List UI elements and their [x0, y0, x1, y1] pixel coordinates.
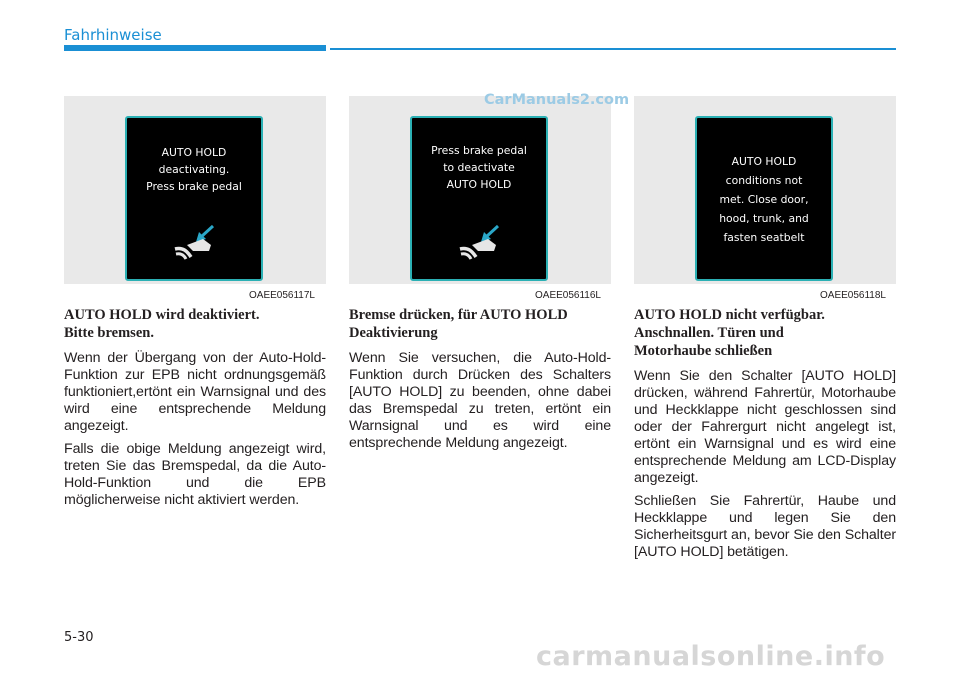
figure-code: OAEE056118L — [820, 290, 886, 301]
brake-pedal-arrow-icon — [173, 223, 221, 263]
heading-line: Motorhaube schließen — [634, 343, 773, 359]
screen-line: Press brake pedal — [431, 144, 527, 157]
screen-line: fasten seatbelt — [723, 231, 805, 244]
cluster-display-screen — [695, 116, 833, 281]
cluster-display-screen — [125, 116, 263, 281]
screen-line: AUTO HOLD — [446, 178, 512, 191]
screen-line: Press brake pedal — [146, 180, 242, 193]
section-heading — [349, 306, 611, 342]
figure-press-brake-pedal — [349, 96, 611, 284]
header-rule-thin — [330, 48, 896, 50]
heading-line: AUTO HOLD wird deaktiviert. — [64, 307, 260, 323]
figure-conditions-not-met — [634, 96, 896, 284]
section-heading — [634, 306, 896, 360]
screen-line: AUTO HOLD — [161, 146, 227, 159]
screen-line: hood, trunk, and — [719, 212, 809, 225]
body-paragraph: Wenn der Übergang von der Auto-Hold-Funktion zur EPB nicht ordnungsgemäß funktioniert,ertönt ein Warnsignal und des wird eine entsprechende Meldung angezeigt. — [64, 350, 326, 434]
section-heading — [64, 306, 326, 342]
watermark-top: CarManuals2.com — [484, 92, 630, 108]
section-title: Fahrhinweise — [64, 26, 162, 44]
body-paragraph: Wenn Sie den Schalter [AUTO HOLD] drücken, während Fahrertür, Motorhaube und Heckklappe nicht geschlossen sind oder der Fahrergurt nicht angelegt ist, ertönt ein Warnsignal und es wird eine entsprechende Meldung am LCD-Display angezeigt. — [634, 368, 896, 486]
section-press-brake-pedal — [349, 306, 611, 458]
figure-auto-hold-deactivating — [64, 96, 326, 284]
figure-code: OAEE056117L — [249, 290, 315, 301]
heading-line: Bremse drücken, für AUTO HOLD — [349, 307, 568, 323]
section-auto-hold-not-available — [634, 306, 896, 567]
screen-line: met. Close door, — [719, 193, 809, 206]
page-number: 5-30 — [64, 630, 94, 645]
header-rule-thick — [64, 45, 326, 51]
screen-line: deactivating. — [158, 163, 230, 176]
cluster-display-screen — [410, 116, 548, 281]
heading-line: Bitte bremsen. — [64, 325, 154, 341]
heading-line: AUTO HOLD nicht verfügbar. — [634, 307, 825, 323]
body-paragraph: Falls die obige Meldung angezeigt wird, treten Sie das Bremspedal, da die Auto-Hold-Funktion und die EPB möglicherweise nicht aktiviert werden. — [64, 441, 326, 508]
screen-line: AUTO HOLD — [731, 155, 797, 168]
heading-line: Deaktivierung — [349, 325, 438, 341]
figure-code: OAEE056116L — [535, 290, 601, 301]
brake-pedal-arrow-icon — [458, 223, 506, 263]
section-auto-hold-deactivating — [64, 306, 326, 515]
watermark-bottom: carmanualsonline.info — [536, 641, 886, 672]
screen-line: to deactivate — [443, 161, 515, 174]
screen-line: conditions not — [725, 174, 803, 187]
body-paragraph: Wenn Sie versuchen, die Auto-Hold-Funktion durch Drücken des Schalters [AUTO HOLD] zu beenden, ohne dabei das Bremspedal zu treten, ertönt ein Warnsignal und es wird eine entsprechende Meldung angezeigt. — [349, 350, 611, 451]
heading-line: Anschnallen. Türen und — [634, 325, 784, 341]
body-paragraph: Schließen Sie Fahrertür, Haube und Heckklappe und legen Sie den Sicherheitsgurt an, bevor Sie den Schalter [AUTO HOLD] betätigen. — [634, 493, 896, 560]
